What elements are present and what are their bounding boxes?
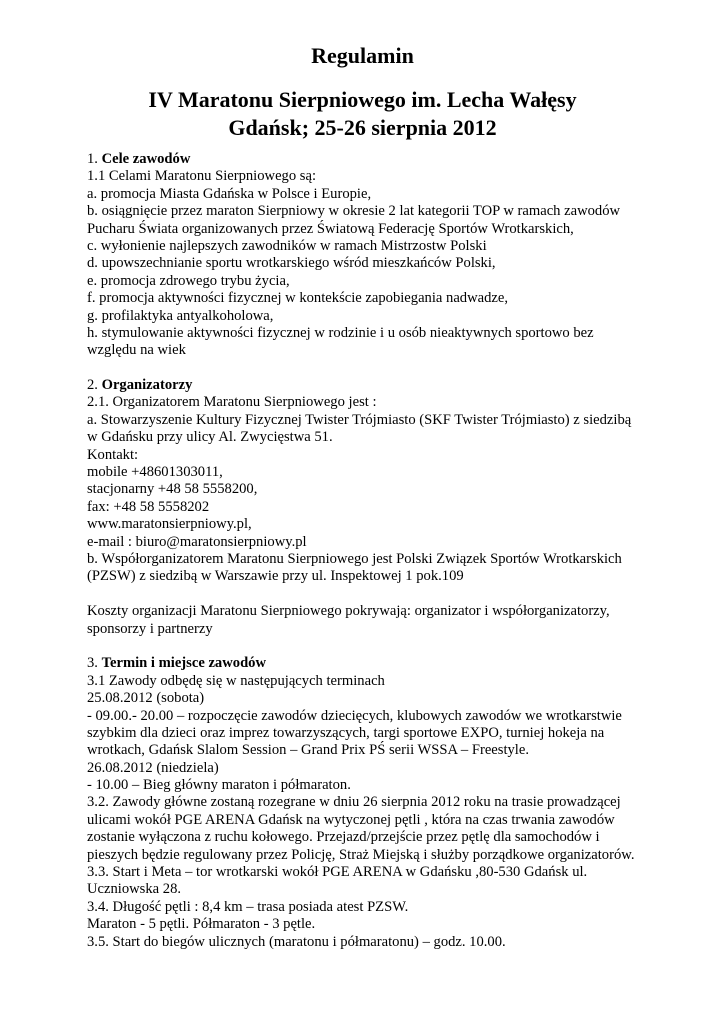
text-line: względu na wiek bbox=[87, 342, 186, 359]
text-line: (PZSW) z siedzibą w Warszawie przy ul. Inspektowej 1 pok.109 bbox=[87, 568, 464, 585]
text-line: - 10.00 – Bieg główny maraton i półmaraton. bbox=[87, 777, 351, 794]
text-line: h. stymulowanie aktywności fizycznej w rodzinie i u osób nieaktywnych sportowo bez bbox=[87, 324, 594, 341]
text-line: ulicami wokół PGE ARENA Gdańsk na wytyczonej pętli , która na czas trwania zawodów bbox=[87, 811, 615, 828]
text-line: 3.4. Długość pętli : 8,4 km – trasa posiada atest PZSW. bbox=[87, 898, 409, 915]
section-title: Organizatorzy bbox=[101, 377, 193, 394]
section-heading bbox=[87, 655, 647, 672]
contact-website: www.maratonsierpniowy.pl, bbox=[87, 516, 252, 533]
section-number: 2. bbox=[87, 377, 102, 394]
contact-phone: stacjonarny +48 58 5558200, bbox=[87, 481, 258, 498]
event-title: IV Maratonu Sierpniowego im. Lecha Wałęsy bbox=[148, 87, 577, 112]
text-line: Kontakt: bbox=[87, 446, 139, 463]
text-line: g. profilaktyka antyalkoholowa, bbox=[87, 307, 274, 324]
text-line: 3.5. Start do biegów ulicznych (maratonu i półmaratonu) – godz. 10.00. bbox=[87, 933, 506, 950]
text-line: 25.08.2012 (sobota) bbox=[87, 690, 205, 707]
contact-mobile: mobile +48601303011, bbox=[87, 464, 223, 481]
text-line: 1.1 Celami Maratonu Sierpniowego są: bbox=[87, 168, 316, 185]
text-line: zostanie wyłączona z ruchu kołowego. Przejazd/przejście przez pętlę dla samochodów i bbox=[87, 829, 600, 846]
text-line: 3.3. Start i Meta – tor wrotkarski wokół PGE ARENA w Gdańsku ,80-530 Gdańsk ul. bbox=[87, 864, 588, 881]
contact-email: e-mail : biuro@maratonsierpniowy.pl bbox=[87, 533, 307, 550]
text-line: d. upowszechnianie sportu wrotkarskiego wśród mieszkańców Polski, bbox=[87, 255, 496, 272]
text-line: e. promocja zdrowego trybu życia, bbox=[87, 272, 290, 289]
section-heading bbox=[87, 151, 647, 168]
spacer bbox=[87, 638, 647, 655]
document-title: Regulamin bbox=[311, 43, 414, 68]
text-line: wrotkach, Gdańsk Slalom Session – Grand Prix PŚ serii WSSA – Freestyle. bbox=[87, 742, 529, 759]
text-line: 3.2. Zawody główne zostaną rozegrane w dniu 26 sierpnia 2012 roku na trasie prowadzącej bbox=[87, 794, 621, 811]
text-line: b. osiągnięcie przez maraton Sierpniowy w okresie 2 lat kategorii TOP w ramach zawodów bbox=[87, 203, 621, 220]
text-line: 26.08.2012 (niedziela) bbox=[87, 759, 219, 776]
section-heading bbox=[87, 377, 647, 394]
spacer bbox=[87, 586, 647, 603]
event-place-date: Gdańsk; 25-26 sierpnia 2012 bbox=[228, 115, 497, 140]
text-line: a. Stowarzyszenie Kultury Fizycznej Twister Trójmiasto (SKF Twister Trójmiasto) z siedzibą bbox=[87, 411, 632, 428]
text-line: a. promocja Miasta Gdańska w Polsce i Europie, bbox=[87, 185, 372, 202]
text-line: 3.1 Zawody odbędę się w następujących terminach bbox=[87, 672, 385, 689]
text-line: - 09.00.- 20.00 – rozpoczęcie zawodów dziecięcych, klubowych zawodów we wrotkarstwie bbox=[87, 707, 622, 724]
text-line: w Gdańsku przy ulicy Al. Zwycięstwa 51. bbox=[87, 429, 333, 446]
text-line: 2.1. Organizatorem Maratonu Sierpniowego jest : bbox=[87, 394, 377, 411]
text-line: b. Współorganizatorem Maratonu Sierpniowego jest Polski Związek Sportów Wrotkarskich bbox=[87, 550, 622, 567]
text-line: szybkim dla dzieci oraz imprez towarzyszących, targi sportowe EXPO, turniej hokeja na bbox=[87, 724, 605, 741]
text-line: Koszty organizacji Maratonu Sierpniowego pokrywają: organizator i współorganizatorzy, bbox=[87, 603, 610, 620]
text-line: Maraton - 5 pętli. Półmaraton - 3 pętle. bbox=[87, 916, 316, 933]
section-title: Cele zawodów bbox=[101, 151, 191, 167]
spacer bbox=[87, 360, 647, 377]
section-title: Termin i miejsce zawodów bbox=[101, 655, 267, 672]
text-line: c. wyłonienie najlepszych zawodników w ramach Mistrzostw Polski bbox=[87, 237, 487, 254]
text-line: Uczniowska 28. bbox=[87, 881, 182, 898]
contact-fax: fax: +48 58 5558202 bbox=[87, 498, 210, 515]
text-line: pieszych będzie regulowany przez Policję, Straż Miejską i służby porządkowe organizatorów. bbox=[87, 846, 635, 863]
section-number: 3. bbox=[87, 655, 102, 672]
regulation-body bbox=[87, 151, 647, 951]
text-line: sponsorzy i partnerzy bbox=[87, 620, 213, 637]
text-line: Pucharu Świata organizowanych przez Światową Federację Sportów Wrotkarskich, bbox=[87, 220, 574, 237]
section-number: 1. bbox=[87, 151, 102, 167]
text-line: f. promocja aktywności fizycznej w kontekście zapobiegania nadwadze, bbox=[87, 290, 509, 307]
